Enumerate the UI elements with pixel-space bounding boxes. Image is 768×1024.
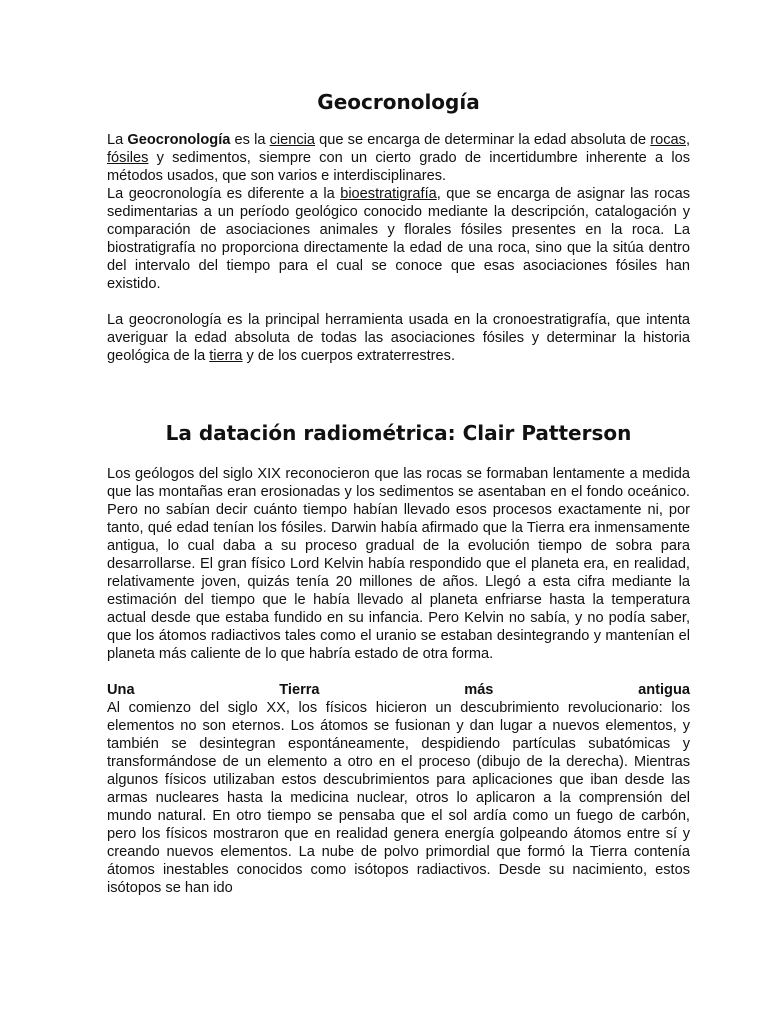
link-rocas[interactable]: rocas (650, 132, 686, 148)
text-run: La geocronología es la principal herramienta usada en la cronoestratigrafía, que intenta averiguar la edad absoluta de todas las asociaciones fósiles y determinar la historia geológica de la (107, 312, 690, 364)
paragraph-definition (107, 131, 690, 185)
text-run: La geocronología es diferente a la (107, 186, 341, 202)
paragraph-cronoestratigrafia (107, 311, 690, 365)
text-run: es la (230, 132, 270, 148)
paragraph-bioestratigrafia (107, 185, 690, 293)
text-run: , que se encarga de asignar las rocas sedimentarias a un período geológico conocido mediante la descripción, catalogación y comparación de asociaciones animales y florales fósiles presentes en la roca. La biostratigrafía no proporciona directamente la edad de una roca, sino que la sitúa dentro del intervalo del tiempo para el cual se conoce que esas asociaciones fósiles han existido. (107, 186, 690, 292)
subheading-word: Tierra (279, 682, 320, 698)
document-title: Geocronología (317, 90, 480, 114)
subheading-tierra-antigua (107, 681, 690, 699)
subheading-word: más (464, 682, 494, 698)
paragraph-siglo-xix: Los geólogos del siglo XIX reconocieron que las rocas se formaban lentamente a medida que las montañas eran erosionadas y los sedimentos se asentaban en el fondo oceánico. Pero no sabían decir cuánto tiempo habían llevado esos procesos exactamente ni, por tanto, qué edad tenían los fósiles. Darwin había afirmado que la Tierra era inmensamente antigua, lo cual daba a su proceso gradual de la evolución tiempo de sobra para desarrollarse. El gran físico Lord Kelvin había respondido que el planeta era, en realidad, relativamente joven, quizás tenía 20 millones de años. Llegó a esta cifra mediante la estimación del tiempo que le había llevado al planeta enfriarse hasta la temperatura actual desde que estaba fundido en su infancia. Pero Kelvin no sabía, y no podía saber, que los átomos radiactivos tales como el uranio se estaban desintegrando y mantenían el planeta más caliente de lo que habría estado de otra forma. (107, 466, 690, 662)
section-title: La datación radiométrica: Clair Patterson (165, 421, 632, 445)
text-run: y de los cuerpos extraterrestres. (242, 348, 456, 364)
link-ciencia[interactable]: ciencia (269, 132, 316, 148)
bold-term: Geocronología (127, 132, 231, 148)
subheading-word: Una (107, 682, 135, 698)
link-fosiles[interactable]: fósiles (107, 150, 149, 166)
text-run: que se encarga de determinar la edad absoluta de (315, 132, 651, 148)
paragraph-siglo-xx: Al comienzo del siglo XX, los físicos hicieron un descubrimiento revolucionario: los elementos no son eternos. Los átomos se fusionan y dan lugar a nuevos elementos, y también se desintegran espontáneamente, despidiendo partículas subatómicas y transformándose de un elemento a otro en el proceso (dibujo de la derecha). Mientras algunos físicos utilizaban estos descubrimientos para aplicaciones que iban desde las armas nucleares hasta la medicina nuclear, otros lo aplicaron a la comprensión del mundo natural. En otro tiempo se pensaba que el sol ardía como un fuego de carbón, pero los físicos mostraron que en realidad genera energía golpeando átomos entre sí y creando nuevos elementos. La nube de polvo primordial que formó la Tierra contenía átomos inestables conocidos como isótopos radiactivos. Desde su nacimiento, estos isótopos se han ido (107, 700, 690, 896)
link-tierra[interactable]: tierra (209, 348, 243, 364)
text-run: , (685, 132, 690, 148)
text-run: y sedimentos, siempre con un cierto grado de incertidumbre inherente a los métodos usados, que son varios e interdisciplinares. (107, 150, 690, 184)
text-run: La (107, 132, 128, 148)
subheading-word: antigua (638, 682, 690, 698)
link-bioestratigrafia[interactable]: bioestratigrafía (340, 186, 437, 202)
document-body (107, 88, 690, 897)
